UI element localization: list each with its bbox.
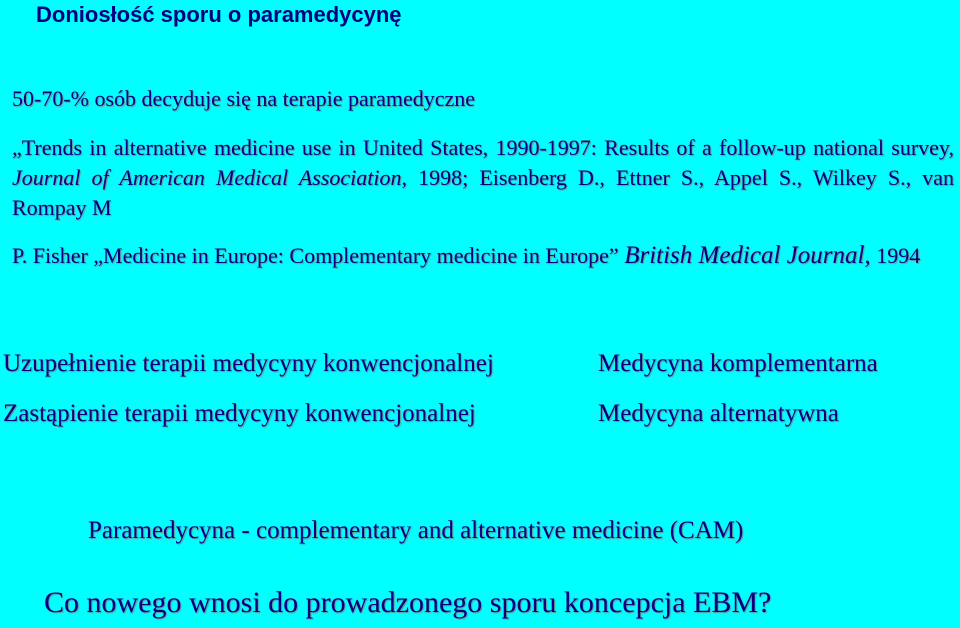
reference-eisenberg-text: „Trends in alternative medicine use in United States, 1990-1997: Results of a follow-up national survey,	[12, 135, 954, 160]
slide-title: Doniosłość sporu o paramedycynę	[36, 2, 402, 27]
reference-eisenberg-authors: , 1998; Eisenberg D., Ettner S., Appel S., Wilkey S., van Rompay M	[12, 165, 954, 220]
cam-definition: Paramedycyna - complementary and alternative medicine (CAM)	[88, 517, 744, 544]
reference-fisher-year: 1994	[876, 243, 921, 268]
statistic-line: 50-70-% osób decyduje się na terapie paramedyczne	[12, 86, 476, 111]
mapping-left-2: Zastąpienie terapii medycyny konwencjonalnej	[3, 400, 476, 427]
mapping-left-1: Uzupełnienie terapii medycyny konwencjonalnej	[3, 350, 494, 377]
reference-fisher	[12, 241, 954, 271]
reference-fisher-journal: British Medical Journal,	[624, 242, 871, 269]
reference-eisenberg-journal: Journal of American Medical Association	[12, 165, 402, 190]
mapping-right-2: Medycyna alternatywna	[598, 400, 839, 427]
mapping-right-1: Medycyna komplementarna	[598, 350, 878, 377]
reference-eisenberg	[12, 133, 954, 223]
reference-fisher-text: P. Fisher „Medicine in Europe: Complementary medicine in Europe”	[12, 243, 619, 268]
ebm-question: Co nowego wnosi do prowadzonego sporu koncepcja EBM?	[44, 586, 772, 619]
